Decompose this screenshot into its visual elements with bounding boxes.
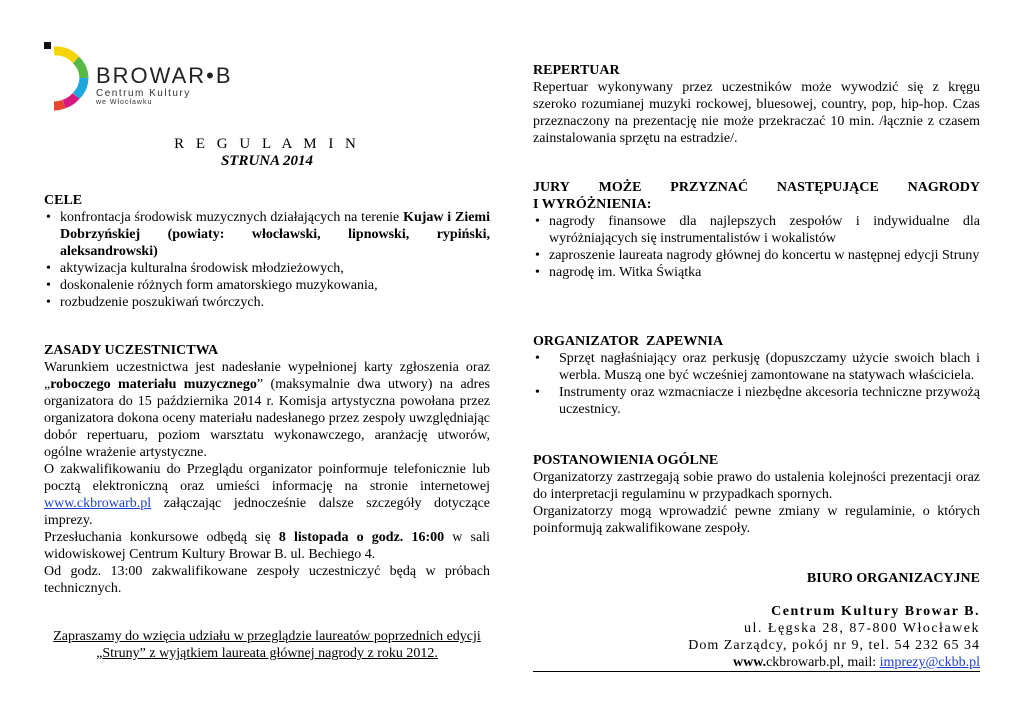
organizator-heading: ORGANIZATOR ZAPEWNIA <box>533 334 724 349</box>
text: ” (maksymalnie dwa utwory) na adres organizatora do 15 października 2014 r. Komisja artystyczna powołana przez organizatora dokona oceny materiału nadesłanego przez zespoły uwzględniając dobór repertuaru, poziom warsztatu wykonawczego, aranżację utworów, ogólne wrażenie artystyczne. <box>44 377 490 460</box>
postanowienia-paragraph-2: Organizatorzy mogą wprowadzić pewne zmiany w regulaminie, o których poinformują zakwalifikowane zespoły. <box>533 504 980 536</box>
text: O zakwalifikowaniu do Przeglądu organizator poinformuje telefonicznie lub pocztą elektroniczną oraz umieści informację na stronie internetowej <box>44 462 490 494</box>
text: w sali widowiskowej Centrum Kultury Browar B. ul. Bechiego 4. <box>44 530 490 562</box>
cele-item-bold: Kujaw i Ziemi Dobrzyńskiej (powiaty: włocławski, lipnowski, rypiński, aleksandrowski) <box>60 210 490 259</box>
text: Warunkiem uczestnictwa jest nadesłanie wypełnionej karty zgłoszenia oraz „ <box>44 360 490 392</box>
cele-heading: CELE <box>44 193 83 208</box>
jury-section <box>533 179 980 281</box>
zasady-paragraph-3 <box>44 529 490 563</box>
biuro-web-mail <box>533 654 980 672</box>
list-item: • Instrumenty oraz wzmacniacze i niezbędne akcesoria techniczne przywożą uczestnicy. <box>533 384 980 418</box>
biuro-section <box>533 570 980 672</box>
logo-subtitle: Centrum Kultury <box>96 88 191 99</box>
list-item: • Sprzęt nagłaśniający oraz perkusję (dopuszczamy użycie swoich blach i werbla. Muszą one być wcześniej zamontowane na statywach właściciela. <box>533 350 980 384</box>
bold-text: roboczego materiału muzycznego <box>50 377 257 392</box>
document-title: R E G U L A M I N <box>174 136 360 152</box>
jury-heading-line-2: I WYRÓŻNIENIA: <box>533 197 652 212</box>
postanowienia-section <box>533 452 980 537</box>
zasady-paragraph-4: Od godz. 13:00 zakwalifikowane zespoły uczestniczyć będą w próbach technicznych. <box>44 564 490 596</box>
text: Przesłuchania konkursowe odbędą się <box>44 530 279 545</box>
list-item: • aktywizacja kulturalna środowisk młodzieżowych, <box>44 260 490 277</box>
email-link[interactable]: imprezy@ckbb.pl <box>879 655 980 670</box>
list-item: • nagrody finansowe dla najlepszych zespołów i indywidualne dla wyróżniających się instrumentalistów i wokalistów <box>533 213 980 247</box>
list-item: • doskonalenie różnych form amatorskiego muzykowania, <box>44 277 490 294</box>
jury-heading-word: PRZYZNAĆ <box>670 180 749 195</box>
repertuar-section <box>533 62 980 147</box>
logo-mark-icon <box>44 42 94 114</box>
logo-subtitle-2: we Włocławku <box>96 99 153 106</box>
invitation-footer: Zapraszamy do wzięcia udziału w przeglądzie laureatów poprzednich edycji „Struny” z wyjątkiem laureata głównej nagrody z roku 2012. <box>53 629 481 661</box>
repertuar-heading: REPERTUAR <box>533 63 620 78</box>
www-rest: ckbrowarb.pl, mail: <box>766 655 880 670</box>
list-item: • rozbudzenie poszukiwań twórczych. <box>44 294 490 311</box>
zasady-paragraph-1 <box>44 359 490 461</box>
www-prefix: www. <box>733 655 767 670</box>
zasady-heading: ZASADY UCZESTNICTWA <box>44 343 219 358</box>
cele-item-text: konfrontacja środowisk muzycznych działających na terenie <box>60 210 404 225</box>
list-item <box>44 209 490 260</box>
bold-text: 8 listopada o godz. 16:00 <box>278 530 445 545</box>
biuro-address: ul. Łęgska 28, 87-800 Włocławek <box>744 621 980 636</box>
zasady-paragraph-2 <box>44 461 490 529</box>
postanowienia-heading: POSTANOWIENIA OGÓLNE <box>533 453 719 468</box>
website-link[interactable]: www.ckbrowarb.pl <box>44 496 152 511</box>
text: załączając jednocześnie dalsze szczegóły dotyczące imprezy. <box>44 496 490 528</box>
jury-heading <box>533 179 980 196</box>
jury-heading-word: JURY <box>533 180 570 195</box>
repertuar-text: Repertuar wykonywany przez uczestników może wywodzić się z kręgu szeroko rozumianej muzyki rockowej, bluesowej, country, pop, hip-hop. Czas przeznaczony na prezentację nie może przekraczać 10 min. /łącznie z czasem zainstalowania sprzętu na estradzie/. <box>533 80 980 146</box>
jury-heading-word: MOŻE <box>598 180 642 195</box>
list-item: • nagrodę im. Witka Świątka <box>533 264 980 281</box>
jury-heading-word: NAGRODY <box>907 180 980 195</box>
biuro-heading: BIURO ORGANIZACYJNE <box>806 571 980 586</box>
zasady-section <box>44 342 490 597</box>
logo-title: BROWAR•B <box>96 63 233 88</box>
document-subtitle: STRUNA 2014 <box>220 153 314 169</box>
list-item: • zaproszenie laureata nagrody głównej do koncertu w następnej edycji Struny <box>533 247 980 264</box>
browar-b-logo <box>44 42 244 122</box>
biuro-name: Centrum Kultury Browar B. <box>771 604 980 619</box>
biuro-contact: Dom Zarządcy, pokój nr 9, tel. 54 232 65 34 <box>688 638 980 653</box>
organizator-section <box>533 333 980 418</box>
jury-heading-word: NASTĘPUJĄCE <box>776 180 879 195</box>
postanowienia-paragraph-1: Organizatorzy zastrzegają sobie prawo do ustalenia kolejności prezentacji oraz do interpretacji regulaminu w przypadkach spornych. <box>533 470 980 502</box>
cele-section <box>44 192 490 311</box>
